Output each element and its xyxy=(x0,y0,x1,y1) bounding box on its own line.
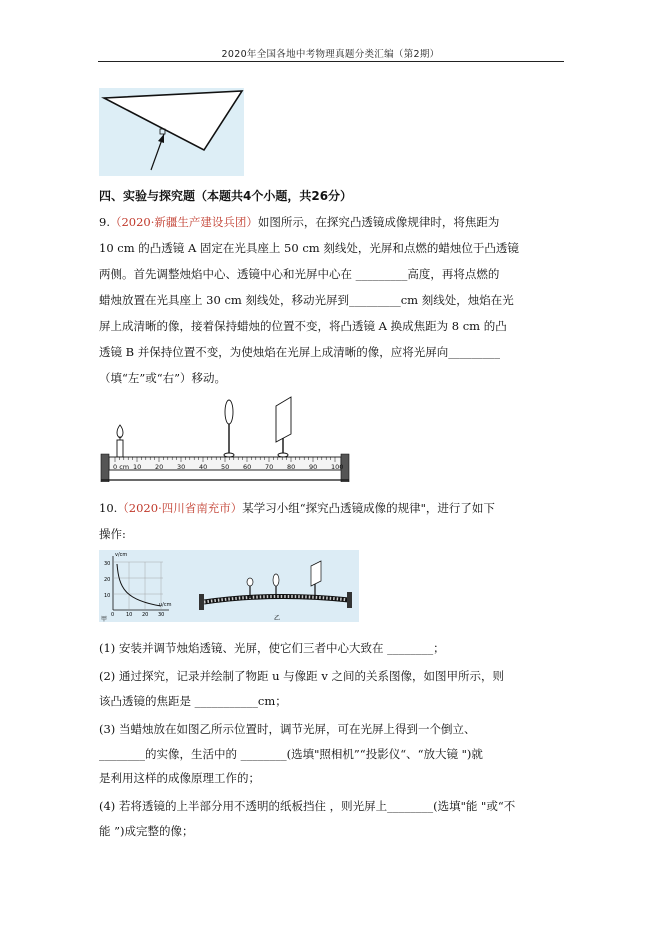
figure-background xyxy=(99,550,359,622)
ruler-label: 50 xyxy=(221,463,230,471)
q9-line-2: 10 cm 的凸透镜 A 固定在光具座上 50 cm 刻线处，光屏和点燃的蜡烛位于凸透镜 xyxy=(99,241,519,255)
q9-line-5: 屏上成清晰的像，接着保持蜡烛的位置不变，将凸透镜 A 换成焦距为 8 cm 的凸 xyxy=(99,319,507,333)
ruler-label: 100 xyxy=(331,463,344,471)
convex-lens-icon xyxy=(273,574,279,586)
graph-x-tick: 20 xyxy=(142,612,149,618)
q10-line-2: 操作: xyxy=(99,527,126,541)
q10-line-10: 能 ”)成完整的像； xyxy=(99,824,194,838)
q10-source: （2020·四川省南充市） xyxy=(117,501,243,515)
ruler-label: 80 xyxy=(287,463,296,471)
graph-y-tick: 20 xyxy=(104,577,111,583)
ruler-label: 60 xyxy=(243,463,252,471)
q10-line-5: 该凸透镜的焦距是 ___________cm； xyxy=(99,694,287,708)
q9-line-1 xyxy=(99,214,499,230)
page-header-title: 2020年全国各地中考物理真题分类汇编（第2期） xyxy=(221,49,440,60)
q10-number: 10. xyxy=(99,501,118,515)
q10-line-1 xyxy=(99,500,495,516)
q9-number: 9. xyxy=(99,215,110,229)
q9-line-6: 透镜 B 并保持位置不变，为使烛焰在光屏上成清晰的像，应将光屏向_________ xyxy=(99,345,501,359)
bench-left-stand xyxy=(101,454,109,482)
ruler-label: 0 cm xyxy=(113,463,130,471)
figure-caption-jia: 甲 xyxy=(101,616,108,622)
q9-line-4: 蜡烛放置在光具座上 30 cm 刻线处，移动光屏到_________cm 刻线处，烛焰在光 xyxy=(99,293,514,307)
q10-figures xyxy=(99,550,359,622)
figure-caption-yi: 乙 xyxy=(274,615,281,622)
q9-text: 如图所示，在探究凸透镜成像规律时，将焦距为 xyxy=(257,215,500,229)
ruler-label: 70 xyxy=(265,463,274,471)
header-divider xyxy=(98,61,564,62)
ruler-label: 10 xyxy=(133,463,142,471)
graph-x-tick: 10 xyxy=(126,612,133,618)
graph-x-tick: 30 xyxy=(158,612,165,618)
q10-line-7: ________的实像，生活中的 ________(选填"照相机”“投影仪“、“放大镜 ")就 xyxy=(99,747,483,761)
q10-line-8: 是利用这样的成像原理工作的； xyxy=(99,771,260,785)
ruler-label: 20 xyxy=(155,463,164,471)
prism-ray-figure xyxy=(99,88,244,176)
candle-body xyxy=(117,440,123,457)
q9-optical-bench-figure xyxy=(99,394,351,482)
section-title: 四、实验与探究题（本题共4个小题，共26分） xyxy=(99,189,353,203)
bench-right-stand xyxy=(347,592,352,608)
graph-x-tick: 0 xyxy=(111,612,115,618)
ruler-label: 30 xyxy=(177,463,186,471)
q10-text: 某学习小组“探究凸透镜成像的规律"，进行了如下 xyxy=(242,501,495,515)
q10-line-3: (1) 安装并调节烛焰透镜、光屏，使它们三者中心大致在 ________； xyxy=(99,641,445,655)
q9-line-3: 两侧。首先调整烛焰中心、透镜中心和光屏中心在 _________高度，再将点燃的 xyxy=(99,267,500,281)
graph-x-label: u/cm xyxy=(159,602,172,608)
q9-line-7: （填“左”或“右”）移动。 xyxy=(99,371,227,385)
graph-y-tick: 30 xyxy=(104,561,111,567)
q10-line-6: (3) 当蜡烛放在如图乙所示位置时，调节光屏，可在光屏上得到一个倒立、 xyxy=(99,722,476,736)
graph-y-tick: 10 xyxy=(104,593,111,599)
convex-lens-icon xyxy=(225,400,233,424)
light-screen-icon xyxy=(276,397,291,442)
graph-y-label: v/cm xyxy=(115,552,128,558)
candle-flame-icon xyxy=(247,578,253,586)
q10-line-9: (4) 若将透镜的上半部分用不透明的纸板挡住 ，则光屏上________(选填"能 "或“不 xyxy=(99,799,516,813)
ruler-label: 90 xyxy=(309,463,318,471)
bench-left-stand xyxy=(199,594,204,610)
q9-source: （2020·新疆生产建设兵团） xyxy=(109,215,258,229)
q10-line-4: (2) 通过探究，记录并绘制了物距 u 与像距 v 之间的关系图像，如图甲所示，则 xyxy=(99,669,504,683)
ruler-label: 40 xyxy=(199,463,208,471)
